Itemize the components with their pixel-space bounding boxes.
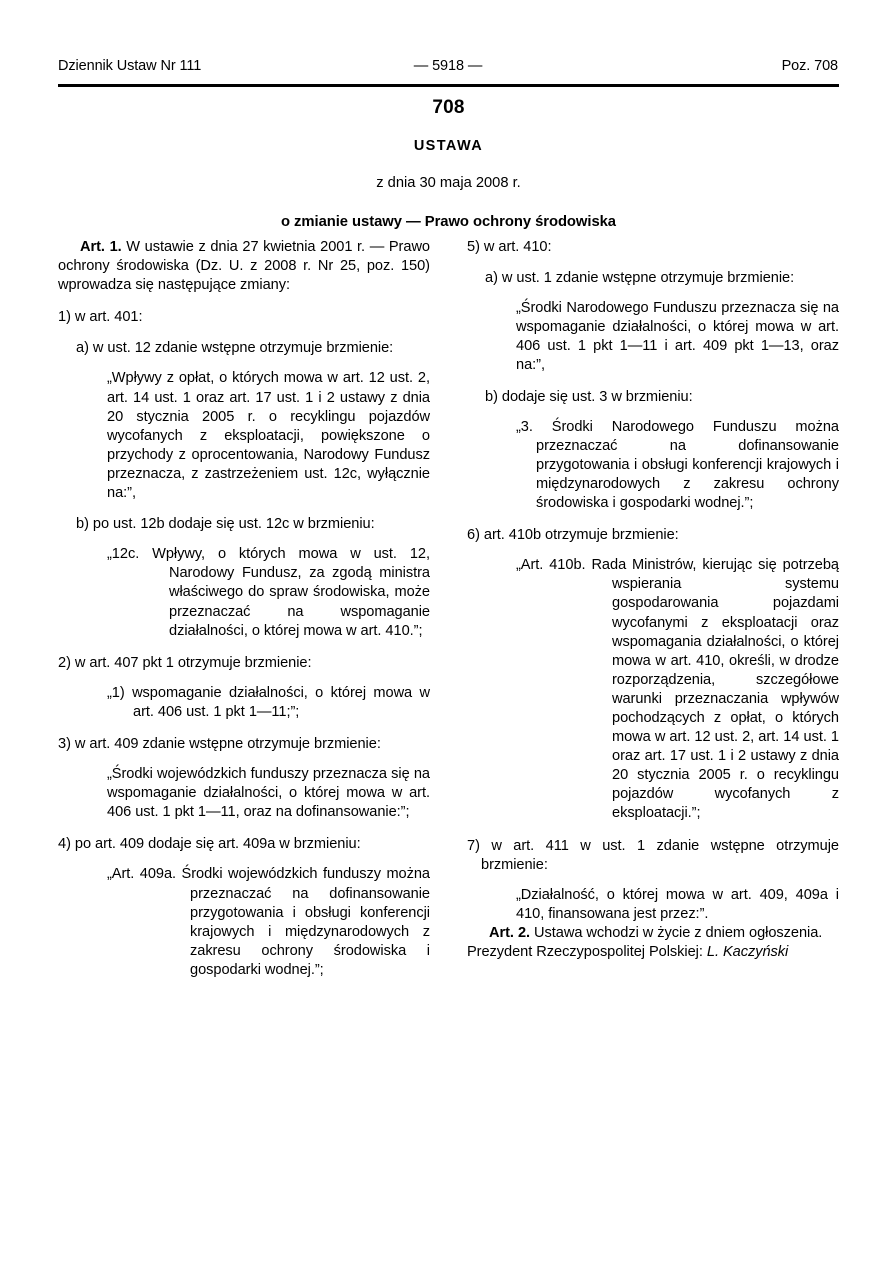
quote-2-text: wspomaganie działalności, o której mowa w art. 406 ust. 1 pkt 1—11;”; — [124, 684, 430, 720]
act-number: 708 — [432, 97, 465, 118]
quote-6-text: Rada Ministrów, kierując się potrzebą wspierania systemu gospodarowania pojazdami wycofanymi z eksploatacji oraz wspomagania działalności, o której mowa w art. 410, określi, w drodze rozporządzenia, szczegółowe warunki przeznaczania wpływów pochodzących z opłat, o których mowa w art. 12 ust. 2, art. 14 ust. 1 oraz art. 17 ust. 1 i 2 ustawy z dnia 20 stycznia 2005 r. o recyklingu pojazdów wycofanych z eksploatacji.”; — [585, 557, 839, 822]
signature-name: L. Kaczyński — [706, 944, 789, 960]
article-2-label: Art. 2. — [489, 924, 531, 941]
quote-5a: „Środki Narodowego Funduszu przeznacza się na wspomaganie działalności, o której mowa w art. 406 ust. 1 pkt 1—11 i art. 409 pkt 1—13, oraz na:”, — [516, 300, 839, 374]
list-item-3: 3) w art. 409 zdanie wstępne otrzymuje brzmienie: — [58, 735, 381, 752]
article-1-label: Art. 1. — [80, 239, 122, 255]
quote-1b — [58, 545, 430, 640]
quote-7: „Działalność, o której mowa w art. 409, 409a i 410, finansowana jest przez:”. — [516, 886, 839, 922]
quote-2-label: „1) — [107, 684, 125, 701]
list-item-1a: a) w ust. 12 zdanie wstępne otrzymuje brzmienie: — [76, 340, 394, 357]
quote-3: „Środki wojewódzkich funduszy przeznacza się na wspomaganie działalności, o której mowa w art. 406 ust. 1 pkt 1—11, oraz na dofinansowanie:”; — [107, 766, 430, 821]
article-1-text: W ustawie z dnia 27 kwietnia 2001 r. — Prawo ochrony środowiska (Dz. U. z 2008 r. Nr 25, poz. 150) wprowadza się następujące zmiany: — [58, 239, 430, 294]
list-item-5b: b) dodaje się ust. 3 w brzmieniu: — [485, 388, 693, 405]
header-journal-title: Dziennik Ustaw Nr 111 — [58, 58, 202, 74]
header-divider-rule — [58, 84, 839, 87]
list-item-1: 1) w art. 401: — [58, 309, 143, 326]
act-kind: USTAWA — [413, 138, 484, 154]
quote-1b-text: Wpływy, o których mowa w ust. 12, Narodowy Fundusz, za zgodą ministra właściwego do spraw środowiska, może przeznaczać na wspomaganie działalności, o której mowa w art. 410.”; — [139, 546, 430, 639]
quote-1a: „Wpływy z opłat, o których mowa w art. 12 ust. 2, art. 14 ust. 1 oraz art. 17 ust. 1 i 2 ustawy z dnia 20 stycznia 2005 r. o recyklingu pojazdów wycofanych z eksploatacji, powiększone o przychody z oprocentowania, Narodowy Fundusz przeznacza, z zastrzeżeniem ust. 12c, wyłącznie na:”, — [107, 370, 430, 502]
quote-5b-label: „3. — [516, 418, 533, 435]
quote-4-text: Środki wojewódzkich funduszy można przeznaczać na dofinansowanie przygotowania i obsługi konferencji krajowych i międzynarodowych z zakresu ochrony środowiska i gospodarki wodnej.”; — [176, 866, 430, 978]
title-block — [58, 97, 839, 231]
list-item-6: 6) art. 410b otrzymuje brzmienie: — [467, 527, 679, 544]
signature-role: Prezydent Rzeczypospolitej Polskiej: — [467, 944, 707, 960]
quote-1b-label: „12c. — [107, 546, 140, 563]
list-item-2: 2) w art. 407 pkt 1 otrzymuje brzmienie: — [58, 654, 312, 671]
quote-4-label: „Art. 409a. — [107, 866, 177, 883]
signature-line — [467, 943, 839, 962]
quote-2 — [58, 684, 430, 722]
list-item-5a: a) w ust. 1 zdanie wstępne otrzymuje brzmienie: — [485, 270, 795, 287]
header-page-number: — 5918 — — [413, 58, 483, 74]
quote-4 — [58, 865, 430, 980]
header-item-number: Poz. 708 — [781, 58, 838, 74]
left-column — [58, 238, 430, 980]
quote-6 — [467, 556, 839, 823]
right-column — [467, 238, 839, 962]
article-2-text: Ustawa wchodzi w życie z dniem ogłoszenia. — [530, 924, 823, 941]
quote-5b-text: Środki Narodowego Funduszu można przeznaczać na dofinansowanie przygotowania i obsługi konferencji krajowych i międzynarodowych z zakresu ochrony środowiska i gospodarki wodnej.”; — [532, 418, 839, 512]
list-item-5: 5) w art. 410: — [467, 239, 552, 255]
list-item-7: 7) w art. 411 w ust. 1 zdanie wstępne otrzymuje brzmienie: — [467, 837, 839, 873]
act-subject: o zmianie ustawy — Prawo ochrony środowiska — [281, 214, 616, 230]
list-item-4: 4) po art. 409 dodaje się art. 409a w brzmieniu: — [58, 836, 361, 853]
list-item-1b: b) po ust. 12b dodaje się ust. 12c w brzmieniu: — [76, 516, 375, 533]
act-date: z dnia 30 maja 2008 r. — [376, 175, 521, 191]
quote-6-label: „Art. 410b. — [516, 557, 586, 574]
article-1-paragraph — [58, 238, 430, 295]
article-2-paragraph — [467, 924, 839, 943]
quote-5b — [467, 418, 839, 513]
